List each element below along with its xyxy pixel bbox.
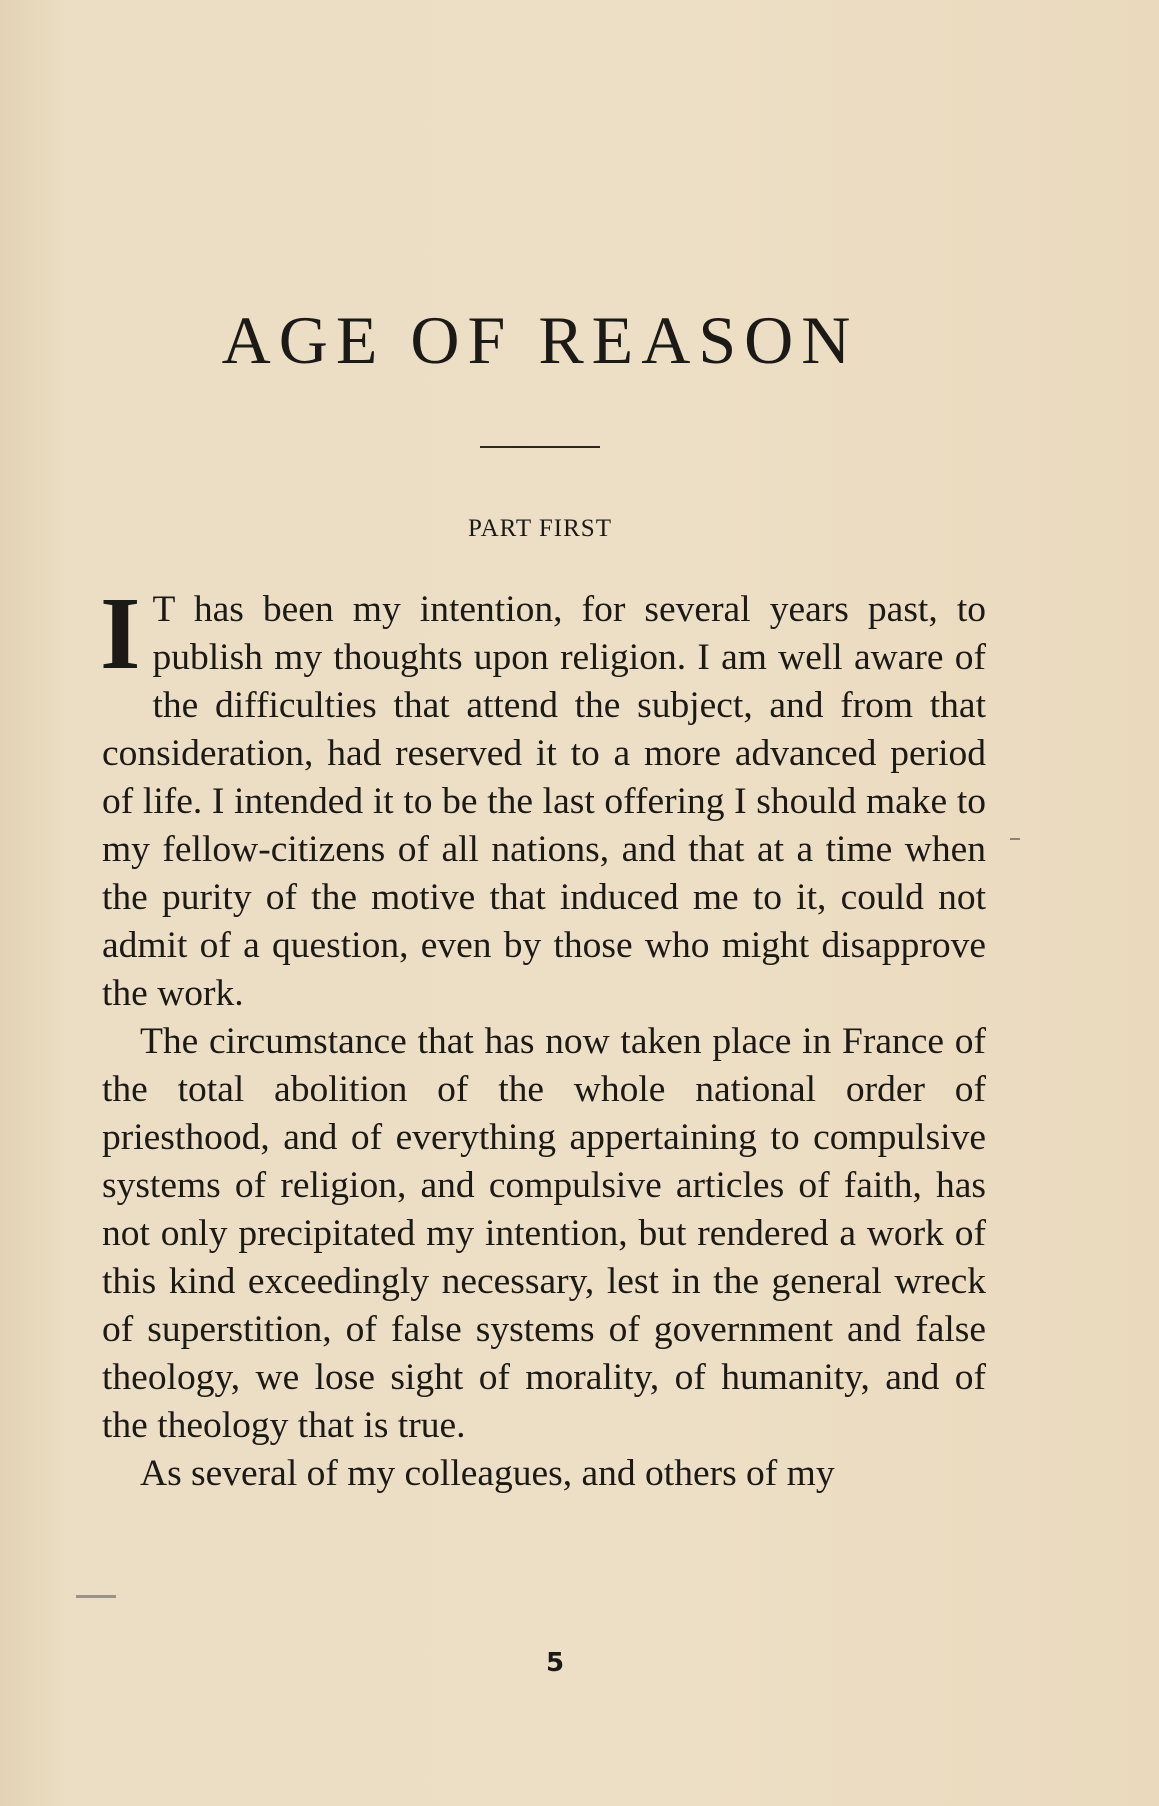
paragraph-1-text: T has been my intention, for several years past, to publish my thoughts upon religion. I am well aware of the difficulties that attend the subject, and from that consideration, had reserved it to a more advanced period of life. I intended it to be the last offering I should make to my fellow-citizens of all nations, and that at a time when the purity of the motive that induced me to it, could not admit of a question, even by those who might disapprove the work.	[102, 589, 986, 1014]
title-divider	[480, 446, 600, 448]
body-text	[100, 576, 986, 1498]
drop-cap: I	[100, 576, 141, 691]
margin-mark	[1010, 838, 1020, 840]
page-number: 5	[545, 1648, 565, 1678]
paragraph-3: As several of my colleagues, and others of my	[140, 1453, 835, 1494]
paragraph-1	[100, 576, 986, 1018]
page-title: AGE OF REASON	[221, 302, 859, 378]
margin-mark	[76, 1595, 116, 1598]
part-heading: PART FIRST	[468, 515, 612, 542]
paragraph-2: The circumstance that has now taken place in France of the total abolition of the whole national order of priesthood, and of everything appertaining to compulsive systems of religion, and compulsive articles of faith, has not only precipitated my intention, but rendered a work of this kind exceedingly necessary, lest in the general wreck of superstition, of false systems of government and false theology, we lose sight of morality, of humanity, and of the theology that is true.	[102, 1021, 986, 1446]
